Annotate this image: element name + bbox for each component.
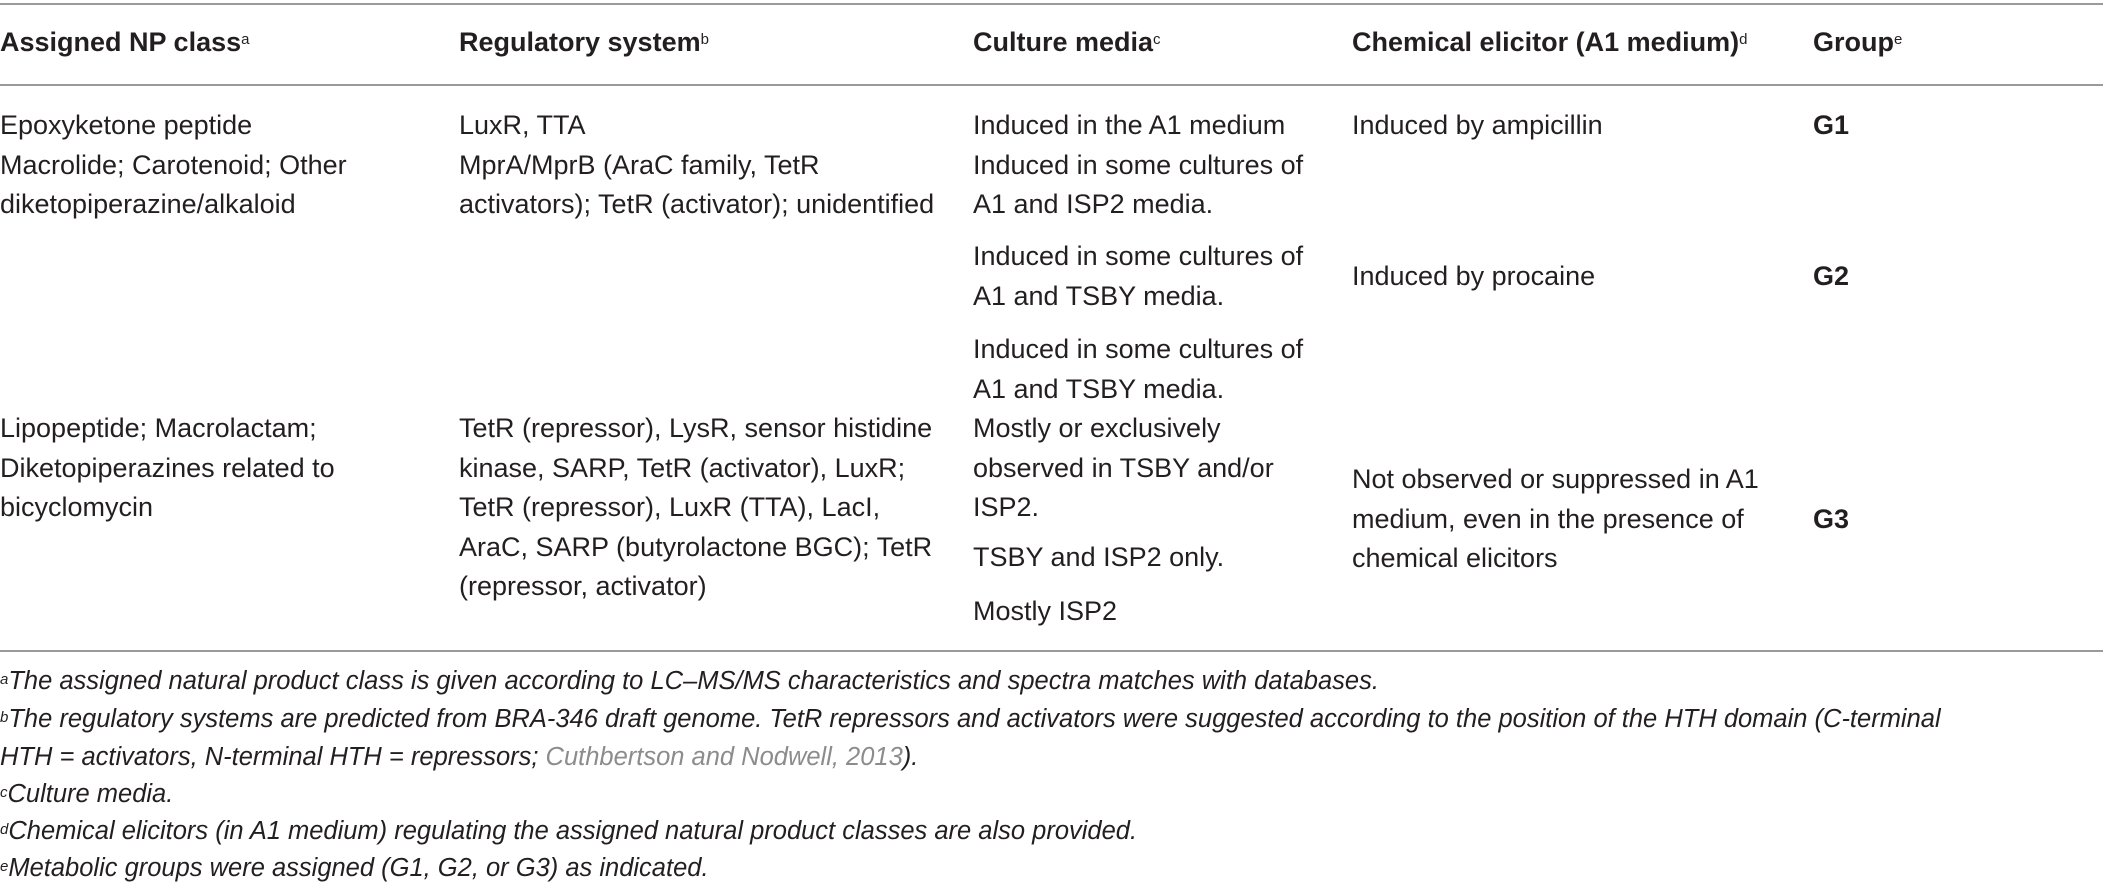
footnote-b-line2-pre: HTH = activators, N-terminal HTH = repressors; — [0, 742, 546, 771]
footnote-b-citation-link[interactable]: Cuthbertson and Nodwell, 2013 — [545, 742, 903, 771]
group-g2: G2 — [1813, 261, 1850, 291]
footnote-e-text: Metabolic groups were assigned (G1, G2, or G3) as indicated. — [8, 854, 709, 882]
header-culture-sup: c — [1153, 31, 1161, 48]
footnote-b-line1 — [0, 701, 1941, 739]
footnote-d — [0, 813, 1137, 851]
culture-c-line4: observed in TSBY and/or — [973, 452, 1274, 483]
footnote-d-text: Chemical elicitors (in A1 medium) regulating the assigned natural product classes are also provided. — [8, 817, 1138, 845]
header-elicitor-label: Chemical elicitor (A1 medium) — [1352, 27, 1740, 57]
culture-c-line5: ISP2. — [973, 492, 1040, 522]
header-regulatory-sup: b — [700, 31, 709, 48]
culture-block-a — [973, 106, 1303, 225]
header-culture-label: Culture media — [973, 27, 1154, 57]
header-np-class-sup: a — [241, 31, 250, 48]
footnote-a — [0, 663, 1379, 701]
footnote-b-line2 — [0, 739, 1941, 777]
regulatory-g1 — [459, 106, 934, 225]
regulatory-g1-line3: activators); TetR (activator); unidentified — [459, 189, 935, 219]
np-class-g3 — [0, 409, 335, 528]
elicitor-g3-line3: chemical elicitors — [1352, 543, 1558, 573]
header-np-class — [0, 22, 249, 62]
regulatory-g3-line4: AraC, SARP (butyrolactone BGC); TetR — [459, 531, 933, 562]
culture-a-line1: Induced in the A1 medium — [973, 110, 1286, 140]
culture-block-e — [973, 592, 1117, 632]
footnote-d-marker: d — [0, 821, 9, 838]
culture-c-line1: Induced in some cultures of — [973, 334, 1304, 364]
culture-block-c — [973, 330, 1303, 528]
regulatory-g3-line2: kinase, SARP, TetR (activator), LuxR; — [459, 452, 906, 483]
culture-c-line2: A1 and TSBY media. — [973, 373, 1225, 404]
elicitor-g1: Induced by ampicillin — [1352, 110, 1603, 140]
np-class-g1-line1: Epoxyketone peptide — [0, 110, 253, 140]
culture-block-b — [973, 237, 1303, 316]
header-group-label: Group — [1813, 27, 1894, 57]
footnote-e-marker: e — [0, 858, 9, 875]
header-bottom-rule — [0, 84, 2103, 86]
regulatory-g3 — [459, 409, 932, 607]
header-regulatory-label: Regulatory system — [459, 27, 701, 57]
footnote-b-marker: b — [0, 709, 9, 726]
header-chemical-elicitor — [1352, 22, 1747, 62]
regulatory-g3-line3: TetR (repressor), LuxR (TTA), LacI, — [459, 492, 881, 522]
elicitor-g3-line2: medium, even in the presence of — [1352, 503, 1744, 534]
header-culture-media — [973, 22, 1161, 62]
regulatory-g1-line2: MprA/MprB (AraC family, TetR — [459, 149, 820, 180]
footnote-c-marker: c — [0, 784, 8, 801]
header-np-class-label: Assigned NP class — [0, 27, 242, 57]
np-class-g3-line1: Lipopeptide; Macrolactam; — [0, 413, 317, 443]
table-top-rule — [0, 3, 2103, 5]
footnote-c — [0, 776, 173, 814]
culture-b-line1: Induced in some cultures of — [973, 241, 1304, 271]
footnote-b-line2-post: ). — [902, 742, 919, 771]
culture-d-line1: TSBY and ISP2 only. — [973, 542, 1225, 572]
group-g1: G1 — [1813, 110, 1850, 140]
np-class-g1-line3: diketopiperazine/alkaloid — [0, 189, 296, 219]
footnote-c-text: Culture media. — [7, 780, 174, 808]
regulatory-g3-line1: TetR (repressor), LysR, sensor histidine — [459, 413, 933, 443]
elicitor-g3 — [1352, 460, 1759, 579]
np-class-g3-line2: Diketopiperazines related to — [0, 452, 335, 483]
header-elicitor-sup: d — [1739, 31, 1748, 48]
footnote-a-marker: a — [0, 671, 9, 688]
culture-b-line2: A1 and TSBY media. — [973, 280, 1225, 311]
np-class-g1-line2: Macrolide; Carotenoid; Other — [0, 149, 347, 180]
culture-a-line3: A1 and ISP2 media. — [973, 189, 1214, 219]
header-group-sup: e — [1894, 31, 1903, 48]
culture-block-d — [973, 538, 1224, 578]
culture-a-line2: Induced in some cultures of — [973, 149, 1304, 180]
header-group — [1813, 22, 1902, 62]
footnote-b-line1-text: The regulatory systems are predicted from BRA-346 draft genome. TetR repressors and activators were suggested according to the position of the HTH domain (C-terminal — [8, 705, 1941, 733]
table-bottom-rule — [0, 650, 2103, 652]
elicitor-g3-line1: Not observed or suppressed in A1 — [1352, 464, 1759, 494]
regulatory-g1-line1: LuxR, TTA — [459, 110, 586, 140]
regulatory-g3-line5: (repressor, activator) — [459, 571, 707, 601]
footnote-a-text: The assigned natural product class is given according to LC–MS/MS characteristics and spectra matches with databases. — [8, 667, 1379, 695]
header-regulatory-system — [459, 22, 709, 62]
elicitor-g2: Induced by procaine — [1352, 261, 1596, 291]
culture-c-line3: Mostly or exclusively — [973, 413, 1221, 443]
np-class-g3-line3: bicyclomycin — [0, 492, 154, 522]
np-class-g1 — [0, 106, 347, 225]
footnote-e — [0, 850, 709, 888]
culture-e-line1: Mostly ISP2 — [973, 596, 1118, 626]
footnote-b — [0, 701, 1941, 776]
group-g3: G3 — [1813, 504, 1850, 534]
